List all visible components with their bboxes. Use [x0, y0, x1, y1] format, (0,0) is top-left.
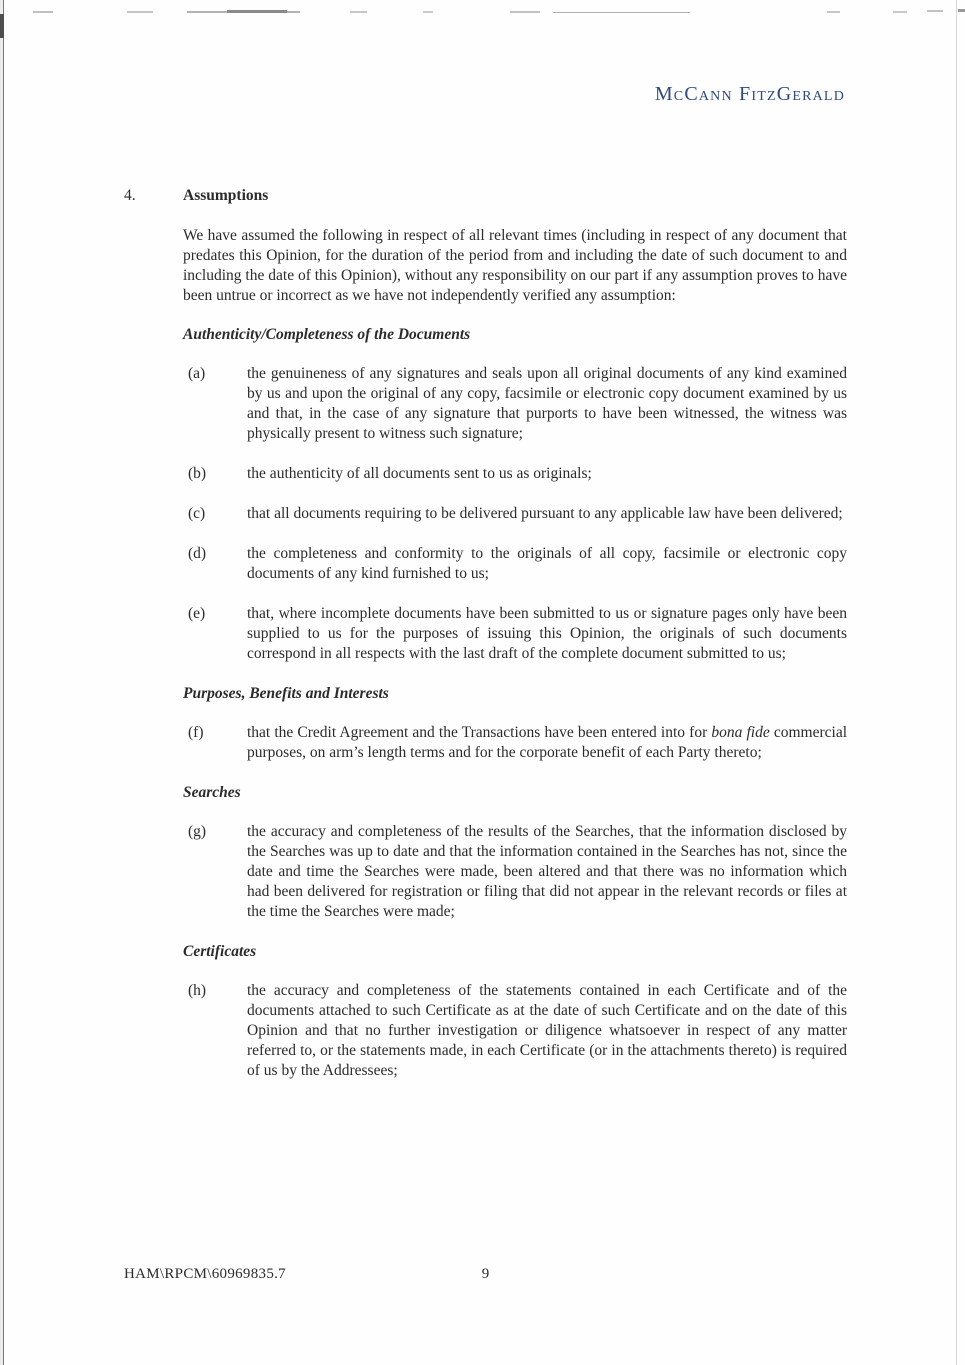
item-text: the completeness and conformity to the originals of all copy, facsimile or electronic copy documents of any kind furnished to us; [247, 545, 847, 582]
item-label: (e) [188, 605, 206, 622]
item-label: (a) [188, 365, 206, 382]
scan-artifact [350, 11, 367, 13]
section-intro-paragraph: We have assumed the following in respect of all relevant times (including in respect of any document that predates this Opinion, for the duration of the period from and including the date of such document to and including the date of this Opinion), without any responsibility on our part if any assumption proves to have been untrue or incorrect as we have not independently verified any assumption: [183, 227, 847, 304]
scan-artifact [553, 12, 690, 13]
item-text: that all documents requiring to be delivered pursuant to any applicable law have been delivered; [247, 505, 843, 522]
item-text-italic-term: bona fide [711, 724, 770, 741]
item-label: (b) [188, 465, 207, 482]
scan-artifact [127, 11, 153, 13]
scan-corner-mark [0, 14, 4, 38]
firm-logo: McCann FitzGerald [654, 83, 845, 105]
scan-artifact [227, 10, 287, 13]
scan-artifact [423, 11, 433, 13]
scan-edge-right-line [956, 0, 957, 1365]
list-item-g [188, 822, 847, 922]
list-item-c [188, 504, 847, 524]
page-footer [124, 1264, 847, 1284]
page-number: 9 [481, 1266, 490, 1282]
item-label: (h) [188, 982, 207, 999]
document-reference: HAM\RPCM\60969835.7 [124, 1266, 286, 1282]
item-text [247, 723, 847, 763]
scan-artifact [893, 11, 907, 13]
scan-artifact [958, 9, 965, 12]
list-item-a [188, 364, 847, 444]
list-item-e [188, 604, 847, 664]
item-label: (d) [188, 545, 207, 562]
item-label: (c) [188, 505, 206, 522]
list-item-f [188, 723, 847, 763]
section-title: Assumptions [183, 187, 269, 204]
item-text: the accuracy and completeness of the results of the Searches, that the information disclosed by the Searches was up to date and that the information contained in the Searches has not, since the date and time the Searches were made, been altered and that there was no information which had been delivered for registration or filing that did not appear in the relevant records or files at the time the Searches were made; [247, 823, 847, 920]
document-body [124, 186, 847, 1101]
item-text-segment: that the Credit Agreement and the Transactions have been entered into for [247, 724, 712, 741]
group-heading-searches: Searches [183, 784, 241, 801]
list-item-h [188, 981, 847, 1081]
scan-artifact [510, 11, 540, 13]
section-number: 4. [124, 187, 136, 204]
item-label: (g) [188, 823, 207, 840]
scan-artifact [927, 10, 943, 12]
scan-edge-left-line [3, 0, 4, 1365]
group-heading-authenticity: Authenticity/Completeness of the Documents [183, 326, 471, 343]
group-heading-purposes: Purposes, Benefits and Interests [183, 685, 389, 702]
list-item-d [188, 544, 847, 584]
item-text: the genuineness of any signatures and seals upon all original documents of any kind examined by us and upon the original of any copy, facsimile or electronic copy document examined by us and that, in the case of any signature that purports to have been witnessed, the witness was physically present to witness such signature; [247, 365, 847, 442]
list-item-b [188, 464, 847, 484]
item-text: that, where incomplete documents have been submitted to us or signature pages only have been supplied to us for the purposes of issuing this Opinion, the originals of such documents correspond in all respects with the last draft of the complete document submitted to us; [247, 605, 847, 662]
item-text: the accuracy and completeness of the statements contained in each Certificate and of the documents attached to such Certificate as at the date of such Certificate and on the date of this Opinion and that no further investigation or diligence whatsoever in respect of any matter referred to, or the statements made, in each Certificate (or in the attachments thereto) is required of us by the Addressees; [247, 982, 847, 1079]
item-label: (f) [188, 724, 204, 741]
scan-artifact [33, 11, 53, 13]
item-text: the authenticity of all documents sent to us as originals; [247, 465, 592, 482]
group-heading-certificates: Certificates [183, 943, 257, 960]
item-text-segment: commercial purposes, on arm’s length terms and for the corporate benefit of each Party thereto; [247, 724, 848, 761]
scan-artifact [827, 11, 840, 13]
section-heading [124, 186, 847, 206]
